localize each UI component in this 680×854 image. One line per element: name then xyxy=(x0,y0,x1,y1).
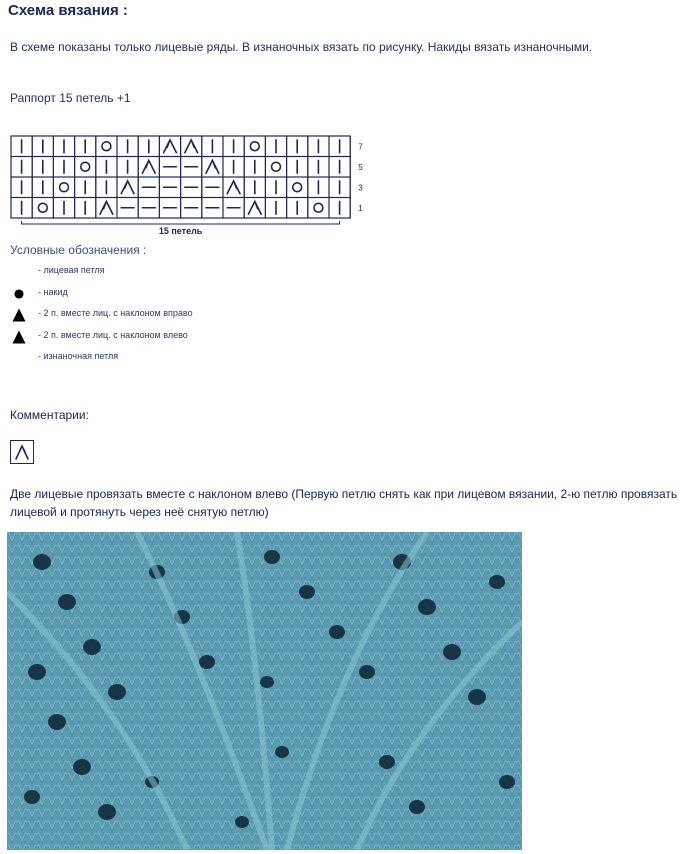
chart-cell xyxy=(287,177,308,198)
legend-label: - изнаночная петля xyxy=(38,351,119,361)
chart-cell xyxy=(75,157,96,178)
legend-symbol xyxy=(10,263,28,281)
legend-symbol xyxy=(10,328,28,346)
legend-symbol xyxy=(10,349,28,367)
yarn-over-icon xyxy=(272,162,281,171)
yarn-over-icon xyxy=(250,142,259,151)
knitted-sample-photo xyxy=(7,532,522,850)
row-number: 3 xyxy=(358,183,363,193)
legend-item xyxy=(10,305,330,325)
yarn-over-icon xyxy=(60,183,69,192)
comment-text: Две лицевые провязать вместе с наклоном влево (Первую петлю снять как при лицевом вязании, 2-ю петлю провязать лицевой и протянуть через неё снятую петлю) xyxy=(10,487,678,519)
yarn-over-icon xyxy=(81,162,90,171)
k2tog-left-icon xyxy=(11,441,33,463)
rapport-text: Раппорт 15 петель +1 xyxy=(10,91,131,105)
k2tog-right-icon xyxy=(13,309,26,322)
k2tog-left-icon xyxy=(248,201,261,214)
yarn-over-icon xyxy=(38,203,47,212)
intro-text: В схеме показаны только лицевые ряды. В изнаночных вязать по рисунку. Накиды вязать изнаночными. xyxy=(10,40,593,54)
legend-symbol xyxy=(10,306,28,324)
legend-label: - 2 п. вместе лиц. с наклоном влево xyxy=(38,329,188,340)
k2tog-left-icon xyxy=(185,140,198,153)
yarn-over-icon xyxy=(14,289,23,298)
repeat-label: 15 петель xyxy=(158,226,203,236)
chart-row xyxy=(11,136,350,157)
chart-cell xyxy=(244,136,265,157)
legend-symbol xyxy=(10,285,28,303)
k2tog-right-icon xyxy=(100,201,113,214)
chart-row xyxy=(11,157,350,178)
comment-symbol-box xyxy=(10,440,34,464)
legend-item xyxy=(10,348,330,368)
chart-cell xyxy=(308,198,329,219)
k2tog-left-icon xyxy=(227,181,240,194)
repeat-bracket xyxy=(22,221,340,224)
comments-title: Комментарии: xyxy=(10,408,89,422)
k2tog-left-icon xyxy=(13,330,26,343)
legend-label: - накид xyxy=(38,286,68,297)
k2tog-right-icon xyxy=(121,181,134,194)
k2tog-right-icon xyxy=(164,140,177,153)
page-title: Схема вязания : xyxy=(8,2,128,19)
yarn-over-icon xyxy=(314,203,323,212)
chart-cell xyxy=(265,157,286,178)
chart-cell xyxy=(53,177,74,198)
chart-row xyxy=(11,177,350,198)
yarn-over-icon xyxy=(293,183,302,192)
legend-item xyxy=(10,327,330,347)
row-number: 1 xyxy=(358,203,363,213)
legend-label: - 2 п. вместе лиц. с наклоном вправо xyxy=(38,308,193,318)
legend-item xyxy=(10,284,330,304)
legend-title: Условные обозначения : xyxy=(10,243,147,257)
chart-row xyxy=(11,198,350,219)
k2tog-left-icon xyxy=(206,160,219,173)
k2tog-right-icon xyxy=(142,160,155,173)
yarn-over-icon xyxy=(102,142,111,151)
knitting-chart xyxy=(10,134,390,246)
row-number: 7 xyxy=(358,142,363,152)
chart-cell xyxy=(96,136,117,157)
row-number: 5 xyxy=(358,162,363,172)
legend-label: - лицевая петля xyxy=(38,265,105,275)
lace-pattern-image xyxy=(7,532,522,850)
legend-item xyxy=(10,262,330,282)
chart-cell xyxy=(32,198,53,219)
